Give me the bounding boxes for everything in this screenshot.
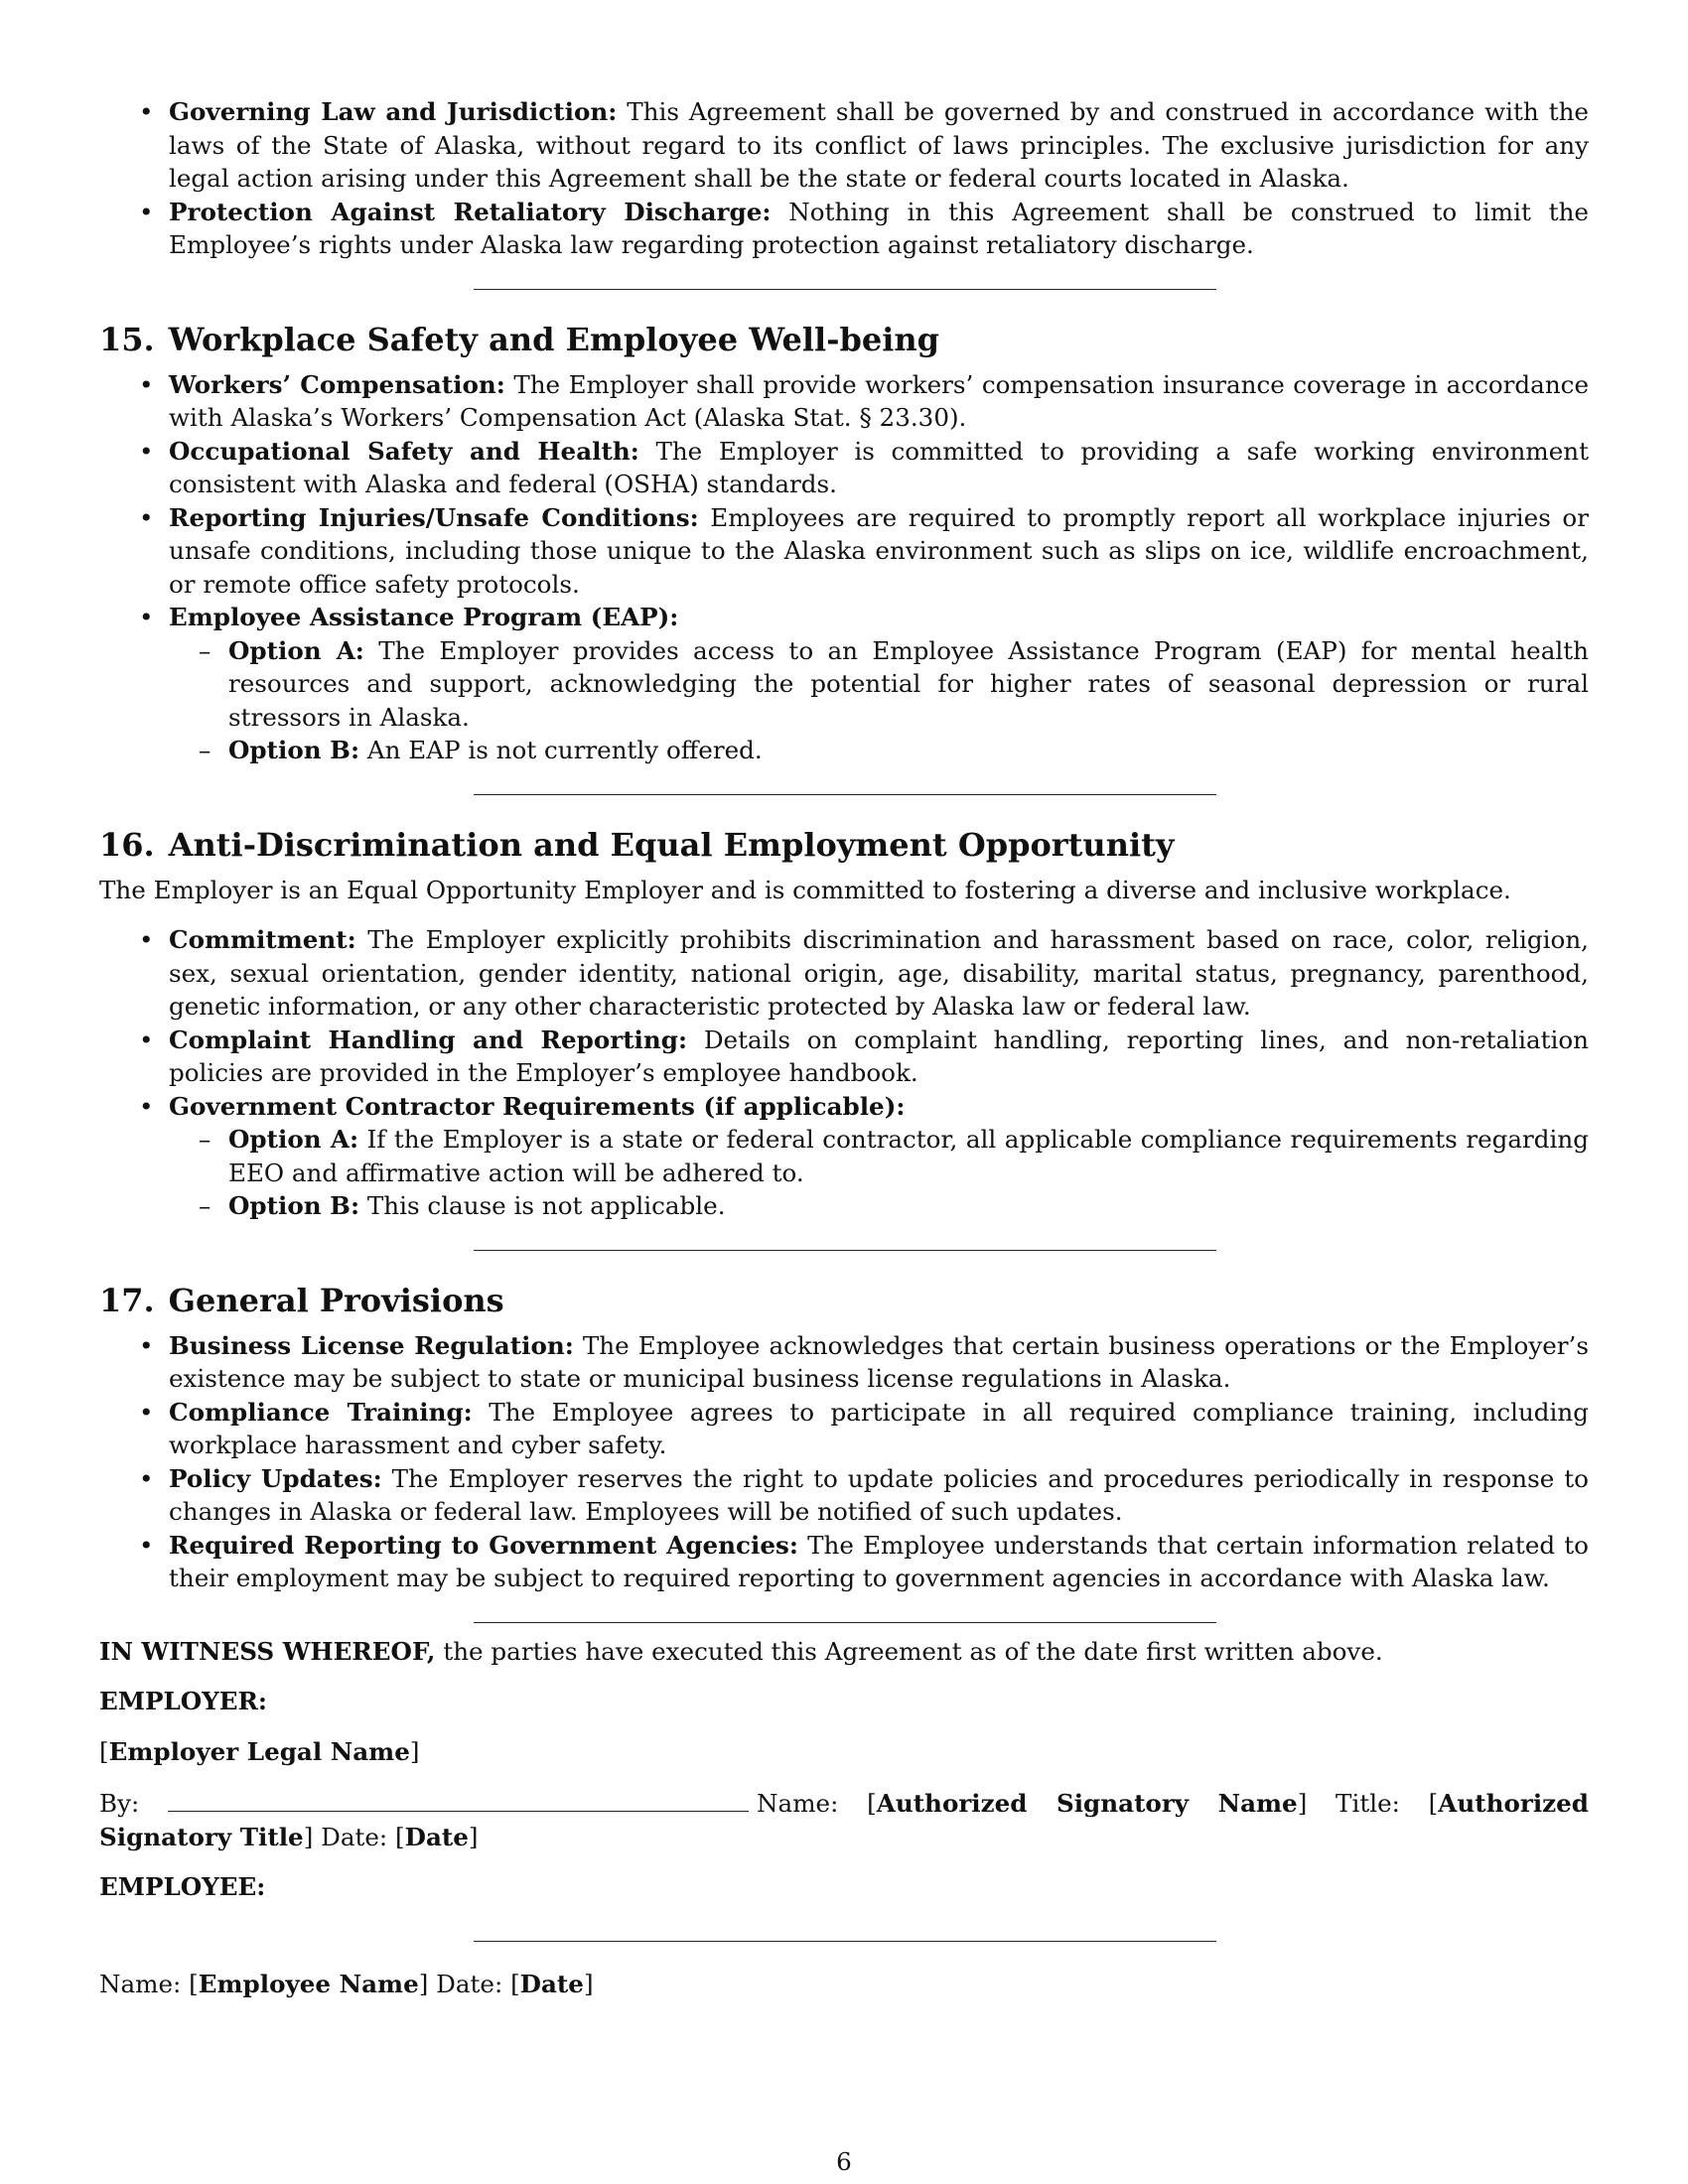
witness-statement: IN WITNESS WHEREOF, the parties have executed this Agreement as of the date first written above. (99, 1636, 1383, 1666)
section-heading-16: 16. Anti-Discrimination and Equal Employment Opportunity (99, 825, 1175, 864)
list-item: • Compliance Training: The Employee agrees to participate in all required compliance training, including workplace harassment and cyber safety. (169, 1396, 1589, 1462)
list-item: • Protection Against Retaliatory Discharge: Nothing in this Agreement shall be construed to limit the Employee’s rights under Alaska law regarding protection against retaliatory discharge. (169, 196, 1589, 262)
list-item: • Reporting Injuries/Unsafe Conditions: Employees are required to promptly report all workplace injuries or unsafe conditions, including those unique to the Alaska environment such as slips on ice, wildlife encroachment, or remote office safety protocols. (169, 501, 1589, 602)
page-number: 6 (836, 2147, 852, 2176)
contractor-options (169, 1123, 1589, 1223)
list-item: • Governing Law and Jurisdiction: This Agreement shall be governed by and construed in accordance with the laws of the State of Alaska, without regard to its conflict of laws principles. The exclusive jurisdiction for any legal action arising under this Agreement shall be the state or federal courts located in Alaska. (169, 95, 1589, 196)
option-item: – Option B: This clause is not applicable. (228, 1189, 1589, 1223)
section-divider (474, 1250, 1216, 1251)
option-item: – Option A: The Employer provides access to an Employee Assistance Program (EAP) for mental health resources and support, acknowledging the potential for higher rates of seasonal depression or rural stressors in Alaska. (228, 634, 1589, 735)
document-page (99, 95, 1589, 2000)
list-item: • Required Reporting to Government Agencies: The Employee understands that certain information related to their employment may be subject to required reporting to government agencies in accordance with Alaska law. (169, 1529, 1589, 1595)
section-16-intro: The Employer is an Equal Opportunity Employer and is committed to fostering a diverse and inclusive workplace. (99, 875, 1511, 904)
section-divider (474, 794, 1216, 795)
list-item: • Employee Assistance Program (EAP): – Option A: The Employer provides access to an Employee Assistance Program (EAP) for mental health resources and support, acknowledging the potential for higher rates of seasonal depression or rural stressors in Alaska. – Option B: An EAP is not currently offered. (169, 601, 1589, 767)
eap-options (169, 634, 1589, 767)
employee-signature-block: Name: [Employee Name] Date: [Date] (99, 1969, 594, 1998)
list-item: • Policy Updates: The Employer reserves the right to update policies and procedures periodically in response to changes in Alaska or federal law. Employees will be notified of such updates. (169, 1462, 1589, 1529)
list-item: • Workers’ Compensation: The Employer shall provide workers’ compensation insurance coverage in accordance with Alaska’s Workers’ Compensation Act (Alaska Stat. § 23.30). (169, 368, 1589, 435)
section-divider (474, 1622, 1216, 1623)
employer-signature-block: By: Name: [Authorized Signatory Name] Title: [Authorized Signatory Title] Date: [Date] (99, 1785, 1589, 1853)
section-heading-15: 15. Workplace Safety and Employee Well-being (99, 320, 940, 358)
section-17-list (99, 1329, 1589, 1595)
employee-signature-line[interactable] (474, 1941, 1216, 1942)
list-item: • Government Contractor Requirements (if applicable): – Option A: If the Employer is a state or federal contractor, all applicable compliance requirements regarding EEO and affirmative action will be adhered to. – Option B: This clause is not applicable. (169, 1090, 1589, 1223)
employee-label: EMPLOYEE: (99, 1872, 266, 1901)
employer-legal-name: [Employer Legal Name] (99, 1736, 420, 1766)
list-item: • Occupational Safety and Health: The Employer is committed to providing a safe working environment consistent with Alaska and federal (OSHA) standards. (169, 435, 1589, 501)
employer-signature-line[interactable] (168, 1785, 749, 1812)
section-heading-17: 17. General Provisions (99, 1281, 504, 1319)
option-item: – Option B: An EAP is not currently offered. (228, 734, 1589, 767)
section-15-list (99, 368, 1589, 767)
list-item: • Complaint Handling and Reporting: Details on complaint handling, reporting lines, and non-retaliation policies are provided in the Employer’s employee handbook. (169, 1024, 1589, 1090)
employer-label: EMPLOYER: (99, 1687, 267, 1715)
governing-law-list (99, 95, 1589, 262)
list-item: • Business License Regulation: The Employee acknowledges that certain business operations or the Employer’s existence may be subject to state or municipal business license regulations in Alaska. (169, 1329, 1589, 1396)
section-divider (474, 289, 1216, 290)
list-item: • Commitment: The Employer explicitly prohibits discrimination and harassment based on race, color, religion, sex, sexual orientation, gender identity, national origin, age, disability, marital status, pregnancy, parenthood, genetic information, or any other characteristic protected by Alaska law or federal law. (169, 923, 1589, 1024)
section-16-list (99, 923, 1589, 1223)
option-item: – Option A: If the Employer is a state or federal contractor, all applicable compliance requirements regarding EEO and affirmative action will be adhered to. (228, 1123, 1589, 1189)
